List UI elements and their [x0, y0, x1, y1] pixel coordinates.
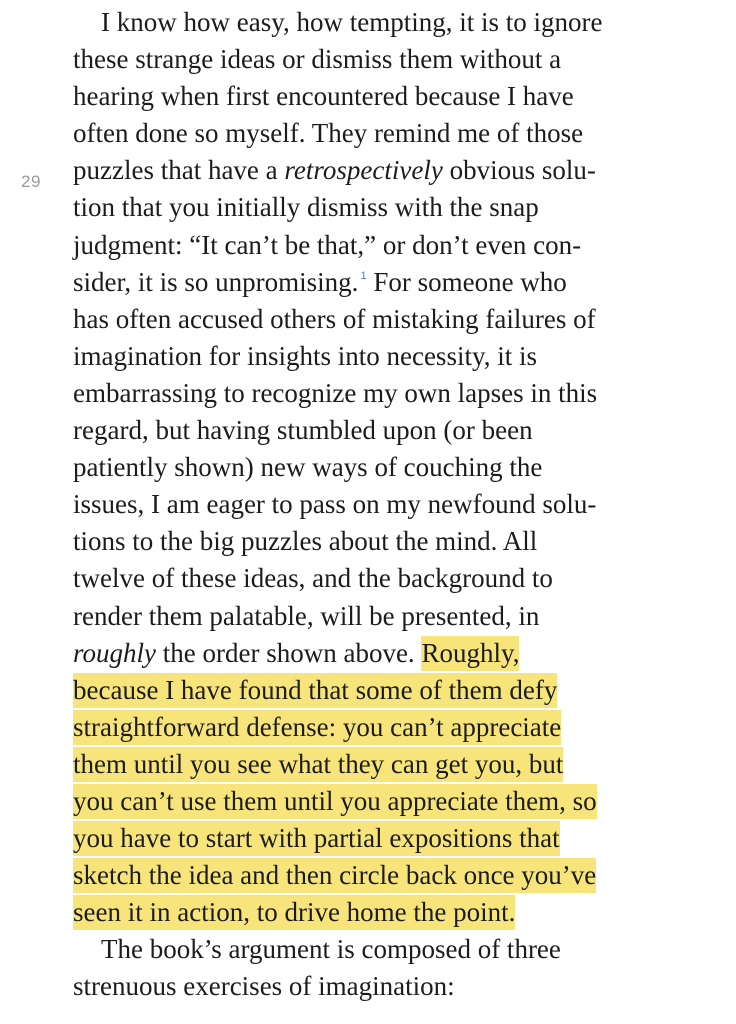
highlighted-text[interactable]: straightforward defense: you can’t appreciate: [73, 710, 561, 745]
text-line: [73, 264, 673, 301]
text-line: [73, 783, 673, 820]
text-line: has often accused others of mistaking failures of: [73, 303, 596, 334]
text-line: [73, 672, 673, 709]
text-run: For someone who: [366, 266, 567, 297]
text-line: [73, 635, 673, 672]
italic-text: roughly: [73, 637, 156, 668]
text-line: judgment: “It can’t be that,” or don’t even con-: [73, 229, 582, 260]
highlighted-text[interactable]: Roughly,: [421, 636, 519, 671]
text-line: these strange ideas or dismiss them without a: [73, 44, 562, 75]
highlighted-text[interactable]: you have to start with partial expositions that: [73, 821, 560, 856]
text-line: tions to the big puzzles about the mind. All: [73, 526, 538, 557]
text-line: [73, 709, 673, 746]
text-line: strenuous exercises of imagination:: [73, 971, 455, 1002]
text-line: often done so myself. They remind me of those: [73, 118, 584, 149]
text-line: regard, but having stumbled upon (or been: [73, 415, 533, 446]
text-line: render them palatable, will be presented, in: [73, 600, 540, 631]
text-line: hearing when first encountered because I have: [73, 81, 574, 112]
text-run: the order shown above.: [156, 637, 422, 668]
text-line: embarrassing to recognize my own lapses in this: [73, 377, 598, 408]
text-line: patiently shown) new ways of couching the: [73, 452, 543, 483]
text-run: puzzles that have a: [73, 155, 285, 186]
italic-text: retrospectively: [284, 155, 443, 186]
text-line: tion that you initially dismiss with the snap: [73, 192, 539, 223]
highlighted-text[interactable]: because I have found that some of them defy: [73, 673, 557, 708]
footnote-link[interactable]: 1: [360, 269, 367, 282]
text-line: I know how easy, how tempting, it is to ignore: [101, 7, 603, 37]
highlighted-text[interactable]: you can’t use them until you appreciate them, so: [73, 784, 597, 819]
page-number: 29: [21, 172, 41, 191]
text-line: [73, 152, 673, 189]
highlighted-text[interactable]: sketch the idea and then circle back once you’ve: [73, 858, 596, 893]
text-line: [73, 746, 673, 783]
text-line: [73, 894, 673, 931]
text-run: sider, it is so unpromising.: [73, 266, 359, 297]
text-column: [73, 4, 673, 1006]
paragraph-2: [73, 931, 673, 1005]
text-line: The book’s argument is composed of three: [101, 934, 561, 965]
text-run: obvious solu-: [442, 155, 596, 186]
text-line: [73, 857, 673, 894]
text-line: twelve of these ideas, and the background to: [73, 563, 553, 594]
highlighted-text[interactable]: seen it in action, to drive home the point.: [73, 895, 515, 930]
text-line: issues, I am eager to pass on my newfound solu-: [73, 489, 597, 520]
paragraph-1: [73, 4, 673, 931]
text-line: imagination for insights into necessity, it is: [73, 340, 537, 371]
highlighted-text[interactable]: them until you see what they can get you, but: [73, 747, 563, 782]
text-line: [73, 820, 673, 857]
